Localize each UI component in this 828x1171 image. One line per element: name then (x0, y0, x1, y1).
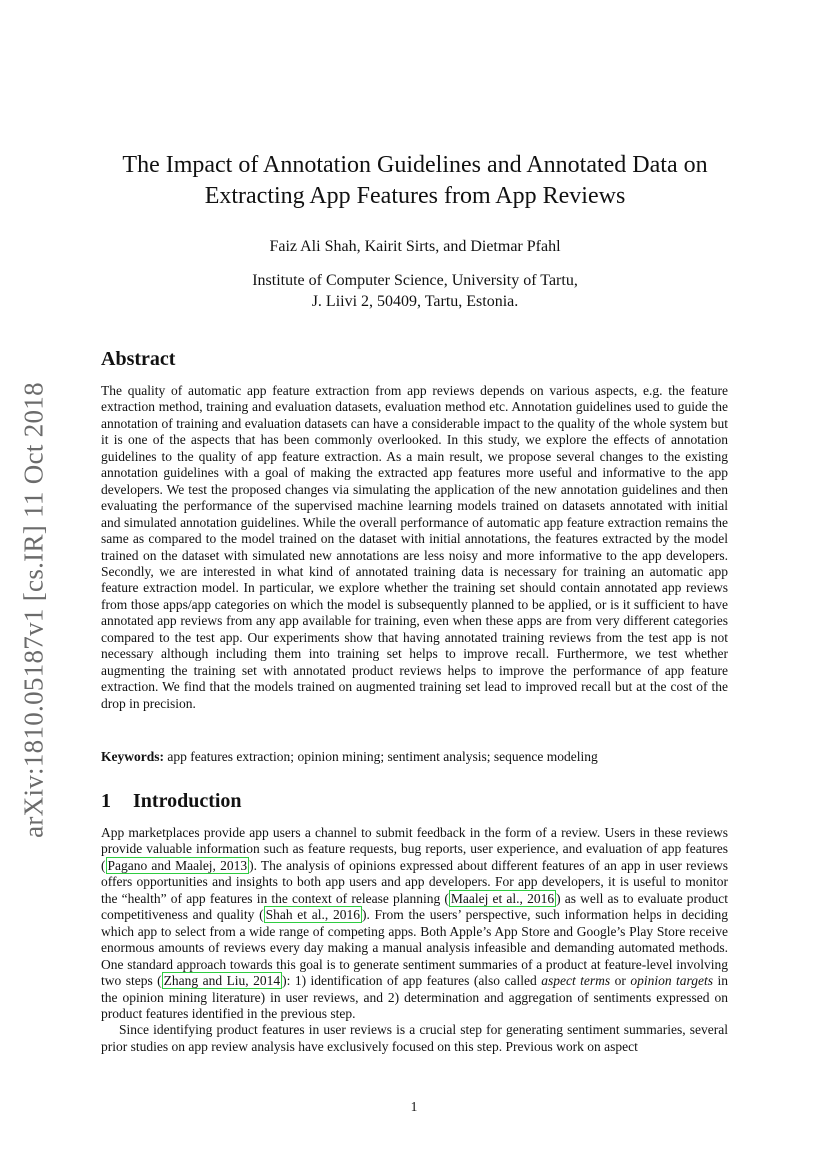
text-run: ). From the users’ perspective, such information helps in deciding which app to select from a wide range of competing apps. Both Apple’s App Store and Google’s Play Store receive enormous amounts of reviews every day making a manual analysis infeasible and demanding automated methods. One standard approach towards this goal is to generate sentiment summaries of a product at feature-level involving two steps ( (101, 907, 728, 989)
keywords-label: Keywords: (101, 749, 164, 764)
emphasis: aspect terms (541, 973, 611, 989)
arxiv-stamp-text: arXiv:1810.05187v1 [cs.IR] 11 Oct 2018 (18, 382, 49, 838)
text-run: in the opinion mining literature) in user reviews, and 2) determination and aggregation of sentiments expressed on product features identified in the previous step. (101, 973, 729, 1021)
keywords (101, 749, 728, 765)
title-line-2: Extracting App Features from App Reviews (204, 183, 626, 209)
text-run: ): 1) identification of app features (also called (282, 973, 542, 989)
emphasis: opinion targets (630, 973, 714, 989)
section-number: 1 (101, 790, 111, 812)
affiliation-line-2: J. Liivi 2, 50409, Tartu, Estonia. (311, 293, 519, 310)
section-title: Introduction (133, 790, 242, 812)
text-run: App marketplaces provide app users a channel to submit feedback in the form of a review. Users in these reviews provide valuable information such as feature requests, bug reports, user experience, and evaluation of app features ( (101, 825, 728, 873)
intro-paragraph-2: Since identifying product features in user reviews is a crucial step for generating sentiment summaries, several prior studies on app review analysis have exclusively focused on this step. Previous work on aspect (101, 1022, 728, 1054)
abstract-text: The quality of automatic app feature extraction from app reviews depends on various aspects, e.g. the feature extraction method, training and evaluation datasets, evaluation method etc. Annotation guidelines used to guide the annotation of training and evaluation datasets can have a considerable impact to the quality of the whole system but it is one of the aspects that has been commonly overlooked. In this study, we explore the effects of annotation guidelines to the quality of app feature extraction. As a main result, we propose several changes to the existing annotation guidelines with a goal of making the extracted app features more useful and informative to the app developers. We test the proposed changes via simulating the application of the new annotation guidelines and then evaluating the performance of the supervised machine learning models trained on datasets annotated with initial and simulated annotation guidelines. While the overall performance of automatic app feature extraction remains the same as compared to the model trained on the dataset with initial annotations, the features extracted by the model trained on the dataset with simulated new annotations are less noisy and more informative to the app developers. Secondly, we are interested in what kind of annotated training data is necessary for training an automatic app feature extraction model. In particular, we explore whether the training set should contain annotated app reviews from those apps/app categories on which the model is subsequently planned to be applied, or is it sufficient to have annotated app reviews from any app available for training, even when these apps are from very different categories compared to the test app. Our experiments show that having annotated training reviews from the test app is not necessary although including them into training set helps to improve recall. Furthermore, we test whether augmenting the training set with annotated product reviews helps to improve the performance of app feature extraction. We find that the models trained on augmented training set lead to improved recall but at the cost of the drop in precision. (101, 383, 728, 711)
citation-link[interactable]: Maalej et al., 2016 (450, 890, 555, 906)
affiliation-line-1: Institute of Computer Science, University of Tartu, (252, 272, 578, 289)
title-line-1: The Impact of Annotation Guidelines and Annotated Data on (122, 152, 708, 178)
affiliation (100, 270, 730, 312)
title-block (100, 150, 730, 312)
authors: Faiz Ali Shah, Kairit Sirts, and Dietmar Pfahl (269, 238, 561, 255)
text-run: or (610, 973, 631, 989)
text-run: ). The analysis of opinions expressed about different features of an app in user reviews offers opportunities and insights to both app users and app developers. For app developers, it is useful to monitor the “health” of app features in the context of release planning ( (101, 857, 728, 906)
abstract-heading: Abstract (101, 348, 176, 370)
citation-link[interactable]: Zhang and Liu, 2014 (163, 973, 281, 989)
text-run: ) as well as to evaluate product competitiveness and quality ( (101, 890, 728, 923)
keywords-text: app features extraction; opinion mining; sentiment analysis; sequence modeling (167, 749, 598, 764)
section-heading-introduction (101, 790, 728, 813)
paper-title (100, 150, 730, 212)
introduction-body (101, 825, 728, 1055)
arxiv-stamp (14, 375, 54, 845)
intro-paragraph-1 (101, 825, 728, 1022)
citation-link[interactable]: Shah et al., 2016 (265, 907, 360, 923)
citation-link[interactable]: Pagano and Maalej, 2013 (107, 857, 248, 873)
page-number: 1 (410, 1099, 418, 1114)
